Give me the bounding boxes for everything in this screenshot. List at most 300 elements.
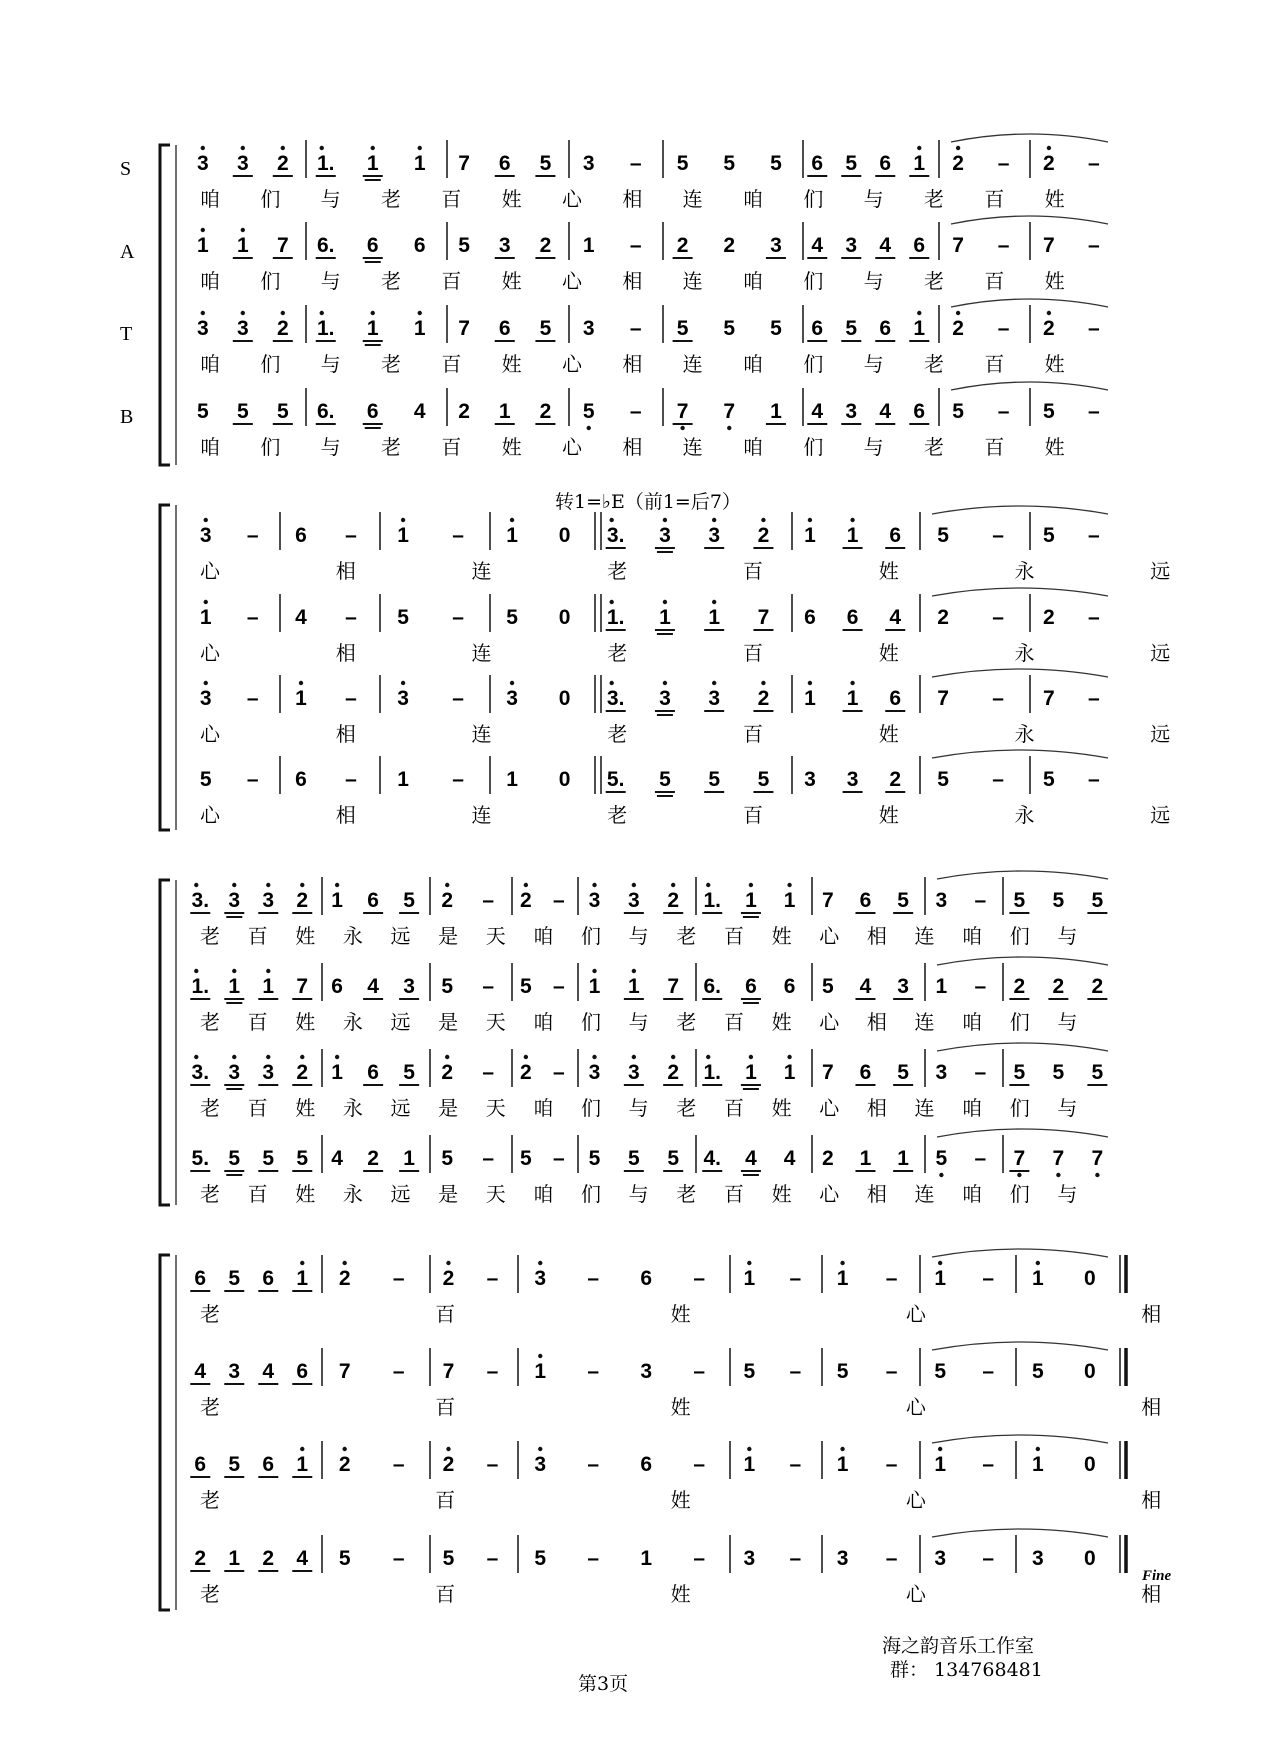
lyric-syllable: 咱 xyxy=(533,1182,554,1206)
lyric-syllable: 百 xyxy=(723,1010,744,1034)
octave-dot-high xyxy=(1047,311,1051,315)
jianpu-note: – xyxy=(392,1547,405,1570)
jianpu-note: 2 xyxy=(296,1061,309,1084)
jianpu-note: 2 xyxy=(338,1267,351,1290)
jianpu-note: 6. xyxy=(316,234,335,257)
jianpu-note: 3 xyxy=(262,889,275,912)
jianpu-note: 3 xyxy=(582,152,595,175)
lyric-syllable: 与 xyxy=(628,1096,649,1120)
jianpu-note: – xyxy=(246,524,259,547)
voice-label-tenor: T xyxy=(120,323,133,345)
jianpu-note: 1 xyxy=(836,1453,849,1476)
lyric-syllable: 老 xyxy=(381,187,401,211)
lyric-syllable: 们 xyxy=(260,269,281,293)
lyric-syllable: 是 xyxy=(438,924,459,948)
lyric-syllable: 天 xyxy=(485,1096,506,1120)
jianpu-note: 7 xyxy=(296,975,309,998)
lyrics-layer xyxy=(200,187,1272,1606)
jianpu-note: 6 xyxy=(889,524,902,547)
octave-dot-low xyxy=(1017,1173,1021,1177)
lyric-syllable: 姓 xyxy=(878,559,899,583)
octave-dot-high xyxy=(510,681,514,685)
slur xyxy=(932,1529,1108,1537)
lyric-syllable: 咱 xyxy=(200,187,220,211)
lyric-syllable: 姓 xyxy=(501,352,522,376)
jianpu-note: 3 xyxy=(640,1360,653,1383)
lyric-syllable: 远 xyxy=(1150,559,1171,583)
jianpu-note: 2 xyxy=(952,152,964,175)
lyric-syllable: 咱 xyxy=(200,435,220,459)
jianpu-note: 5. xyxy=(191,1147,210,1170)
octave-dot-low xyxy=(587,426,591,430)
jianpu-note: 2 xyxy=(889,768,902,791)
lyric-syllable: 相 xyxy=(1141,1582,1162,1606)
lyric-syllable: 与 xyxy=(1057,1010,1078,1034)
lyric-syllable: 百 xyxy=(441,435,462,459)
jianpu-note: 6 xyxy=(913,234,926,257)
jianpu-note: 7 xyxy=(458,317,470,340)
jianpu-note: 1 xyxy=(770,400,782,423)
jianpu-note: 5 xyxy=(1013,889,1026,912)
lyric-syllable: 们 xyxy=(803,352,824,376)
lyric-syllable: 们 xyxy=(260,352,281,376)
jianpu-note: 6 xyxy=(498,317,511,340)
lyric-syllable: 百 xyxy=(247,1096,268,1120)
lyric-syllable: 远 xyxy=(1150,641,1171,665)
jianpu-note: 4 xyxy=(859,975,872,998)
octave-dot-high xyxy=(241,146,245,150)
jianpu-note: 6 xyxy=(745,975,757,998)
jianpu-note: 1 xyxy=(403,1147,415,1170)
jianpu-note: 4 xyxy=(331,1147,343,1170)
jianpu-note: 2 xyxy=(194,1547,207,1570)
lyric-syllable: 咱 xyxy=(962,1010,983,1034)
jianpu-note: 4 xyxy=(262,1360,275,1383)
octave-dot-low xyxy=(1095,1173,1099,1177)
octave-dot-high xyxy=(281,311,285,315)
jianpu-note: – xyxy=(992,687,1004,710)
jianpu-note: 6 xyxy=(331,975,343,998)
jianpu-note: 3 xyxy=(397,687,409,710)
jianpu-note: 5. xyxy=(606,768,625,791)
jianpu-note: 5 xyxy=(276,400,289,423)
lyric-syllable: 心 xyxy=(819,1010,840,1034)
slurs-layer xyxy=(932,134,1108,1537)
jianpu-note: 5 xyxy=(1052,889,1065,912)
lyric-syllable: 天 xyxy=(485,1182,506,1206)
lyric-syllable: 老 xyxy=(607,803,628,827)
octave-dot-high xyxy=(204,681,208,685)
jianpu-note: 7 xyxy=(1013,1147,1026,1170)
lyric-syllable: 与 xyxy=(863,187,884,211)
lyric-syllable: 姓 xyxy=(295,1010,316,1034)
octave-dot-high xyxy=(320,311,324,315)
jianpu-note: 5 xyxy=(770,152,782,175)
jianpu-note: 6 xyxy=(295,768,307,791)
jianpu-note: 3 xyxy=(262,1061,275,1084)
jianpu-note: 6 xyxy=(889,687,902,710)
jianpu-note: 5 xyxy=(1013,1061,1026,1084)
jianpu-note: 7 xyxy=(1043,687,1055,710)
lyric-syllable: 百 xyxy=(743,803,763,827)
jianpu-note: 2 xyxy=(667,1061,680,1084)
jianpu-note: 5 xyxy=(441,975,454,998)
lyric-syllable: 天 xyxy=(485,1010,506,1034)
jianpu-note: 6 xyxy=(640,1267,653,1290)
jianpu-note: 3 xyxy=(934,1547,947,1570)
jianpu-note: 5 xyxy=(506,606,518,629)
jianpu-note: 3. xyxy=(606,687,625,710)
jianpu-note: 2 xyxy=(367,1147,379,1170)
jianpu-note: 2 xyxy=(539,400,552,423)
jianpu-note: 1 xyxy=(745,1061,757,1084)
lyric-syllable: 相 xyxy=(1141,1395,1162,1419)
jianpu-note: 5 xyxy=(934,1360,947,1383)
lyric-syllable: 连 xyxy=(682,352,703,376)
jianpu-note: 7 xyxy=(723,400,736,423)
octave-dot-high xyxy=(632,883,636,887)
lyric-syllable: 天 xyxy=(485,924,506,948)
lyric-syllable: 相 xyxy=(866,1182,887,1206)
jianpu-note: 3. xyxy=(606,524,625,547)
jianpu-note: 7 xyxy=(676,400,689,423)
lyric-syllable: 咱 xyxy=(533,1096,554,1120)
lyric-syllable: 老 xyxy=(381,269,401,293)
lyric-syllable: 姓 xyxy=(1044,435,1065,459)
lyric-syllable: 们 xyxy=(803,435,824,459)
jianpu-note: 6 xyxy=(194,1267,207,1290)
octave-dot-high xyxy=(266,969,270,973)
staff-lines xyxy=(160,140,1126,1610)
slur xyxy=(932,1342,1108,1350)
lyric-syllable: 永 xyxy=(342,1182,363,1206)
jianpu-note: – xyxy=(553,1061,565,1084)
jianpu-note: 1 xyxy=(743,1453,756,1476)
octave-dot-high xyxy=(761,518,765,522)
lyric-syllable: 百 xyxy=(743,641,763,665)
jianpu-note: – xyxy=(693,1453,706,1476)
jianpu-note: 5 xyxy=(228,1147,241,1170)
jianpu-note: 6 xyxy=(262,1453,275,1476)
lyric-syllable: 姓 xyxy=(501,187,522,211)
jianpu-note: 5 xyxy=(659,768,671,791)
lyric-syllable: 与 xyxy=(320,269,341,293)
jianpu-note: 1 xyxy=(859,1147,872,1170)
jianpu-note: – xyxy=(982,1453,995,1476)
jianpu-note: 1. xyxy=(703,1061,721,1084)
octave-dot-high xyxy=(194,1055,198,1059)
jianpu-note: 5 xyxy=(723,317,736,340)
octave-dot-high xyxy=(446,1447,450,1451)
lyric-syllable: 远 xyxy=(390,924,411,948)
jianpu-note: 1 xyxy=(236,234,249,257)
jianpu-note: 1 xyxy=(228,1547,241,1570)
jianpu-note: 6 xyxy=(859,889,872,912)
jianpu-note: 5 xyxy=(199,768,212,791)
jianpu-note: 5 xyxy=(338,1547,351,1570)
jianpu-note: – xyxy=(974,975,987,998)
lyric-syllable: 与 xyxy=(1057,924,1078,948)
jianpu-note: 2 xyxy=(442,1267,455,1290)
octave-dot-high xyxy=(281,146,285,150)
lyric-syllable: 咱 xyxy=(962,1182,983,1206)
jianpu-note: – xyxy=(693,1267,706,1290)
octave-dot-high xyxy=(938,1261,942,1265)
jianpu-note: 1 xyxy=(913,317,926,340)
lyric-syllable: 相 xyxy=(622,187,643,211)
octave-dot-high xyxy=(300,1055,304,1059)
octave-dot-high xyxy=(787,1055,791,1059)
lyric-syllable: 心 xyxy=(819,1182,840,1206)
jianpu-note: 5 xyxy=(628,1147,640,1170)
lyric-syllable: 百 xyxy=(247,924,268,948)
lyric-syllable: 老 xyxy=(200,1488,220,1512)
octave-dot-high xyxy=(749,1055,753,1059)
lyric-syllable: 老 xyxy=(381,352,401,376)
lyric-syllable: 老 xyxy=(200,1010,220,1034)
lyric-syllable: 百 xyxy=(441,187,462,211)
jianpu-note: 5 xyxy=(952,400,964,423)
jianpu-note: 2 xyxy=(458,400,470,423)
lyric-syllable: 咱 xyxy=(743,187,763,211)
jianpu-note: 7 xyxy=(1043,234,1055,257)
jianpu-note: 2 xyxy=(1091,975,1104,998)
lyric-syllable: 百 xyxy=(435,1395,456,1419)
jianpu-note: 4 xyxy=(879,234,892,257)
jianpu-note: 1 xyxy=(331,889,343,912)
jianpu-note: 7 xyxy=(276,234,289,257)
octave-dot-high xyxy=(371,311,375,315)
jianpu-note: 2 xyxy=(937,606,949,629)
octave-dot-high xyxy=(201,228,205,232)
lyric-syllable: 相 xyxy=(1141,1302,1162,1326)
octave-dot-high xyxy=(201,146,205,150)
lyric-syllable: 姓 xyxy=(670,1488,691,1512)
lyric-syllable: 们 xyxy=(260,435,281,459)
jianpu-note: 5 xyxy=(743,1360,756,1383)
jianpu-note: 1 xyxy=(708,606,721,629)
lyric-syllable: 连 xyxy=(914,1182,935,1206)
lyric-syllable: 百 xyxy=(435,1302,456,1326)
lyric-syllable: 们 xyxy=(581,1096,602,1120)
octave-dot-high xyxy=(808,681,812,685)
lyric-syllable: 永 xyxy=(1014,722,1035,746)
jianpu-note: 2 xyxy=(441,1061,454,1084)
octave-dot-high xyxy=(300,1447,304,1451)
lyric-syllable: 百 xyxy=(723,1182,744,1206)
lyric-syllable: 与 xyxy=(320,187,341,211)
octave-dot-high xyxy=(538,1261,542,1265)
jianpu-note: 2 xyxy=(757,524,770,547)
octave-dot-high xyxy=(300,883,304,887)
jianpu-note: 0 xyxy=(558,768,571,791)
slur xyxy=(932,1435,1108,1443)
jianpu-note: 3 xyxy=(846,768,859,791)
lyric-syllable: 咱 xyxy=(743,435,763,459)
jianpu-note: 3 xyxy=(770,234,782,257)
octave-dot-high xyxy=(956,311,960,315)
jianpu-note: 1 xyxy=(296,1453,309,1476)
lyric-syllable: 远 xyxy=(390,1182,411,1206)
jianpu-note: 7 xyxy=(667,975,680,998)
octave-dot-high xyxy=(538,1354,542,1358)
jianpu-note: 7 xyxy=(952,234,964,257)
jianpu-note: 1 xyxy=(897,1147,909,1170)
octave-dot-high xyxy=(808,518,812,522)
lyric-syllable: 连 xyxy=(914,1096,935,1120)
lyric-syllable: 咱 xyxy=(962,1096,983,1120)
lyric-syllable: 永 xyxy=(342,1096,363,1120)
jianpu-note: – xyxy=(885,1360,898,1383)
studio-credit: 海之韵音乐工作室 xyxy=(882,1635,1035,1657)
jianpu-note: – xyxy=(1088,152,1100,175)
jianpu-note: 1 xyxy=(506,524,518,547)
jianpu-note: 4 xyxy=(811,400,824,423)
jianpu-note: 4 xyxy=(783,1147,796,1170)
lyric-syllable: 连 xyxy=(471,641,492,665)
lyric-syllable: 相 xyxy=(866,924,887,948)
octave-dot-high xyxy=(232,969,236,973)
lyric-syllable: 咱 xyxy=(533,1010,554,1034)
jianpu-note: 6 xyxy=(640,1453,653,1476)
jianpu-note: 6 xyxy=(194,1453,207,1476)
octave-dot-high xyxy=(917,146,921,150)
jianpu-note: 1 xyxy=(846,687,859,710)
octave-dot-high xyxy=(510,518,514,522)
jianpu-note: 5 xyxy=(937,768,949,791)
jianpu-note: 2 xyxy=(442,1453,455,1476)
lyric-syllable: 是 xyxy=(438,1182,459,1206)
lyric-syllable: 们 xyxy=(1009,1010,1030,1034)
lyric-syllable: 百 xyxy=(984,435,1005,459)
lyric-syllable: 连 xyxy=(471,722,492,746)
jianpu-note: 3 xyxy=(628,1061,640,1084)
jianpu-note: 4 xyxy=(194,1360,207,1383)
jianpu-note: 3 xyxy=(582,317,595,340)
jianpu-note: 3 xyxy=(236,317,249,340)
jianpu-note: 0 xyxy=(558,687,571,710)
jianpu-note: 5 xyxy=(937,524,949,547)
jianpu-note: 5 xyxy=(458,234,470,257)
octave-dot-high xyxy=(956,146,960,150)
lyric-syllable: 姓 xyxy=(1044,352,1065,376)
octave-dot-high xyxy=(632,1055,636,1059)
jianpu-note: – xyxy=(982,1360,995,1383)
lyric-syllable: 姓 xyxy=(295,1182,316,1206)
jianpu-note: 5 xyxy=(757,768,770,791)
jianpu-note: 7 xyxy=(937,687,949,710)
jianpu-note: 4. xyxy=(703,1147,721,1170)
jianpu-note: 3 xyxy=(708,687,721,710)
jianpu-note: 6 xyxy=(783,975,796,998)
lyric-syllable: 姓 xyxy=(501,435,522,459)
jianpu-note: 3 xyxy=(935,889,948,912)
jianpu-note: – xyxy=(486,1267,499,1290)
jianpu-note: 3 xyxy=(228,1360,241,1383)
lyric-syllable: 百 xyxy=(441,269,462,293)
lyric-syllable: 是 xyxy=(438,1096,459,1120)
jianpu-note: 5 xyxy=(676,152,689,175)
octave-dot-high xyxy=(241,311,245,315)
jianpu-note: 1 xyxy=(1031,1267,1044,1290)
octave-dot-high xyxy=(342,1261,346,1265)
jianpu-note: 6 xyxy=(296,1360,309,1383)
lyric-syllable: 远 xyxy=(390,1096,411,1120)
octave-dot-high xyxy=(445,883,449,887)
jianpu-note: 0 xyxy=(1083,1547,1096,1570)
jianpu-note: 5 xyxy=(296,1147,309,1170)
lyric-syllable: 百 xyxy=(247,1182,268,1206)
jianpu-note: 2 xyxy=(276,317,289,340)
octave-dot-high xyxy=(204,600,208,604)
lyric-syllable: 是 xyxy=(438,1010,459,1034)
octave-dot-low xyxy=(680,426,684,430)
octave-dot-high xyxy=(663,600,667,604)
jianpu-note: 5 xyxy=(441,1147,454,1170)
lyric-syllable: 与 xyxy=(628,924,649,948)
lyric-syllable: 心 xyxy=(905,1582,926,1606)
jianpu-note: 2 xyxy=(952,317,964,340)
jianpu-note: – xyxy=(997,234,1010,257)
jianpu-note: 4 xyxy=(367,975,379,998)
octave-dot-high xyxy=(850,518,854,522)
jianpu-note: 1. xyxy=(191,975,210,998)
jianpu-note: – xyxy=(992,606,1004,629)
jianpu-note: 7 xyxy=(458,152,470,175)
lyric-syllable: 永 xyxy=(342,1010,363,1034)
octave-dot-high xyxy=(671,883,675,887)
jianpu-note: 1. xyxy=(316,152,335,175)
lyric-syllable: 永 xyxy=(342,924,363,948)
lyric-syllable: 百 xyxy=(984,269,1005,293)
lyric-syllable: 相 xyxy=(866,1010,887,1034)
jianpu-note: 5 xyxy=(1043,524,1055,547)
lyric-syllable: 咱 xyxy=(533,924,554,948)
lyric-syllable: 与 xyxy=(863,352,884,376)
jianpu-note: – xyxy=(392,1267,405,1290)
jianpu-note: 1 xyxy=(262,975,275,998)
jianpu-note: 6 xyxy=(367,1061,379,1084)
octave-dot-high xyxy=(712,600,716,604)
octave-dot-high xyxy=(712,681,716,685)
jianpu-note: 5 xyxy=(897,889,909,912)
lyric-syllable: 姓 xyxy=(771,924,792,948)
jianpu-note: 0 xyxy=(1083,1360,1096,1383)
lyric-syllable: 百 xyxy=(743,559,763,583)
jianpu-note: 5 xyxy=(520,975,532,998)
jianpu-note: 3 xyxy=(836,1547,849,1570)
lyric-syllable: 百 xyxy=(723,924,744,948)
jianpu-note: – xyxy=(246,687,259,710)
jianpu-note: – xyxy=(1088,317,1100,340)
jianpu-note: 1 xyxy=(331,1061,343,1084)
jianpu-note: 2 xyxy=(757,687,770,710)
jianpu-note: 1 xyxy=(413,317,426,340)
octave-dot-low xyxy=(939,1173,943,1177)
octave-dot-high xyxy=(194,883,198,887)
jianpu-note: 1. xyxy=(703,889,721,912)
lyric-syllable: 相 xyxy=(622,352,643,376)
system-bracket xyxy=(160,145,170,465)
jianpu-note: 3 xyxy=(804,768,816,791)
lyric-syllable: 连 xyxy=(914,1010,935,1034)
jianpu-note: 7 xyxy=(1052,1147,1065,1170)
jianpu-note: 1 xyxy=(743,1267,756,1290)
jianpu-note: 7 xyxy=(821,889,834,912)
lyric-syllable: 与 xyxy=(320,435,341,459)
jianpu-note: – xyxy=(1088,768,1100,791)
jianpu-note: 4 xyxy=(413,400,426,423)
